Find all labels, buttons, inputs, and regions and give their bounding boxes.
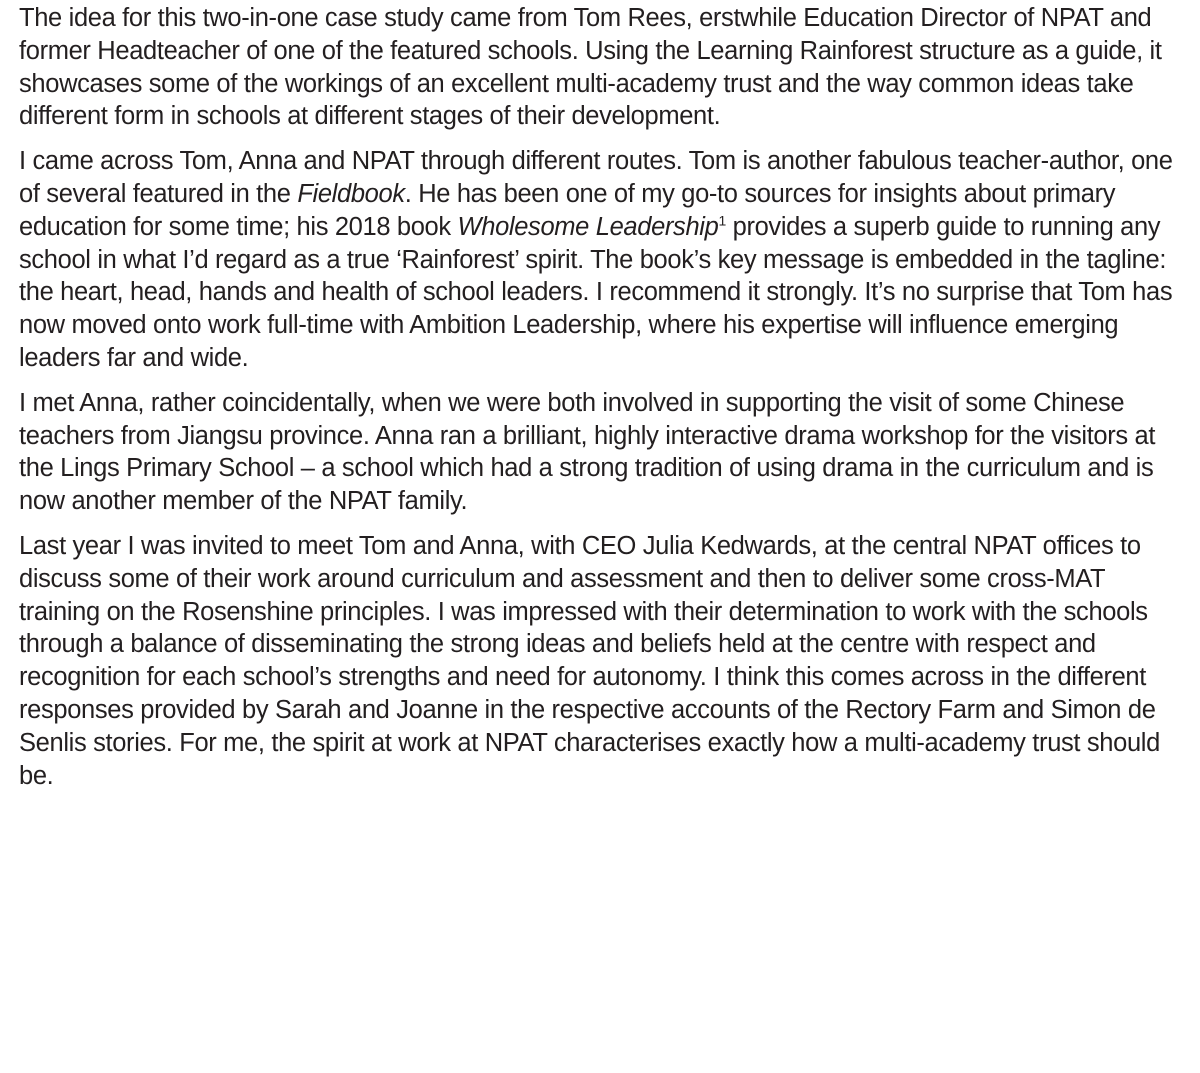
paragraph-3: I met Anna, rather coincidentally, when we were both involved in supporting the visit of some Chinese teachers from Jiangsu province. Anna ran a brilliant, highly interactive drama workshop for the visitors at the Lings Primary School – a school which had a strong tradition of using drama in the curriculum and is now another member of the NPAT family. [19,388,1156,516]
paragraph-1: The idea for this two-in-one case study came from Tom Rees, erstwhile Education Director of NPAT and former Headteacher of one of the featured schools. Using the Learning Rainforest structure as a guide, it showcases some of the workings of an excellent multi-academy trust and the way common ideas take different form in schools at different stages of their development. [19,4,1162,131]
paragraph-2-text-c: provides a superb guide to running any school in what I’d regard as a true ‘Rainforest’ spirit. The book’s key message is embedded in the tagline: the heart, head, hands and health of school leaders. I recommend it strongly. It’s no surprise that Tom has now moved onto work full-time with Ambition Leadership, where his expertise will influence emerging leaders far and wide. [19,212,1173,372]
paragraph-2-text-a: I came across Tom, Anna and NPAT through different routes. Tom is another fabulous teacher-author, one of several featured in the [19,147,1173,208]
paragraph-2-text-b: . He has been one of my go-to sources for insights about primary education for some time; his 2018 book [19,179,1116,241]
book-title-wholesome-leadership: Wholesome Leadership [457,212,719,241]
paragraph-4: Last year I was invited to meet Tom and Anna, with CEO Julia Kedwards, at the central NPAT offices to discuss some of their work around curriculum and assessment and then to deliver some cross-MAT training on the Rosenshine principles. I was impressed with their determination to work with the schools through a balance of disseminating the strong ideas and beliefs held at the centre with respect and recognition for each school’s strengths and need for autonomy. I think this comes across in the different responses provided by Sarah and Joanne in the respective accounts of the Rectory Farm and Simon de Senlis stories. For me, the spirit at work at NPAT characterises exactly how a multi-academy trust should be. [19,531,1160,790]
footnote-marker: 1 [718,212,726,229]
book-title-fieldbook: Fieldbook [297,179,405,208]
paragraph-2 [19,145,1186,375]
